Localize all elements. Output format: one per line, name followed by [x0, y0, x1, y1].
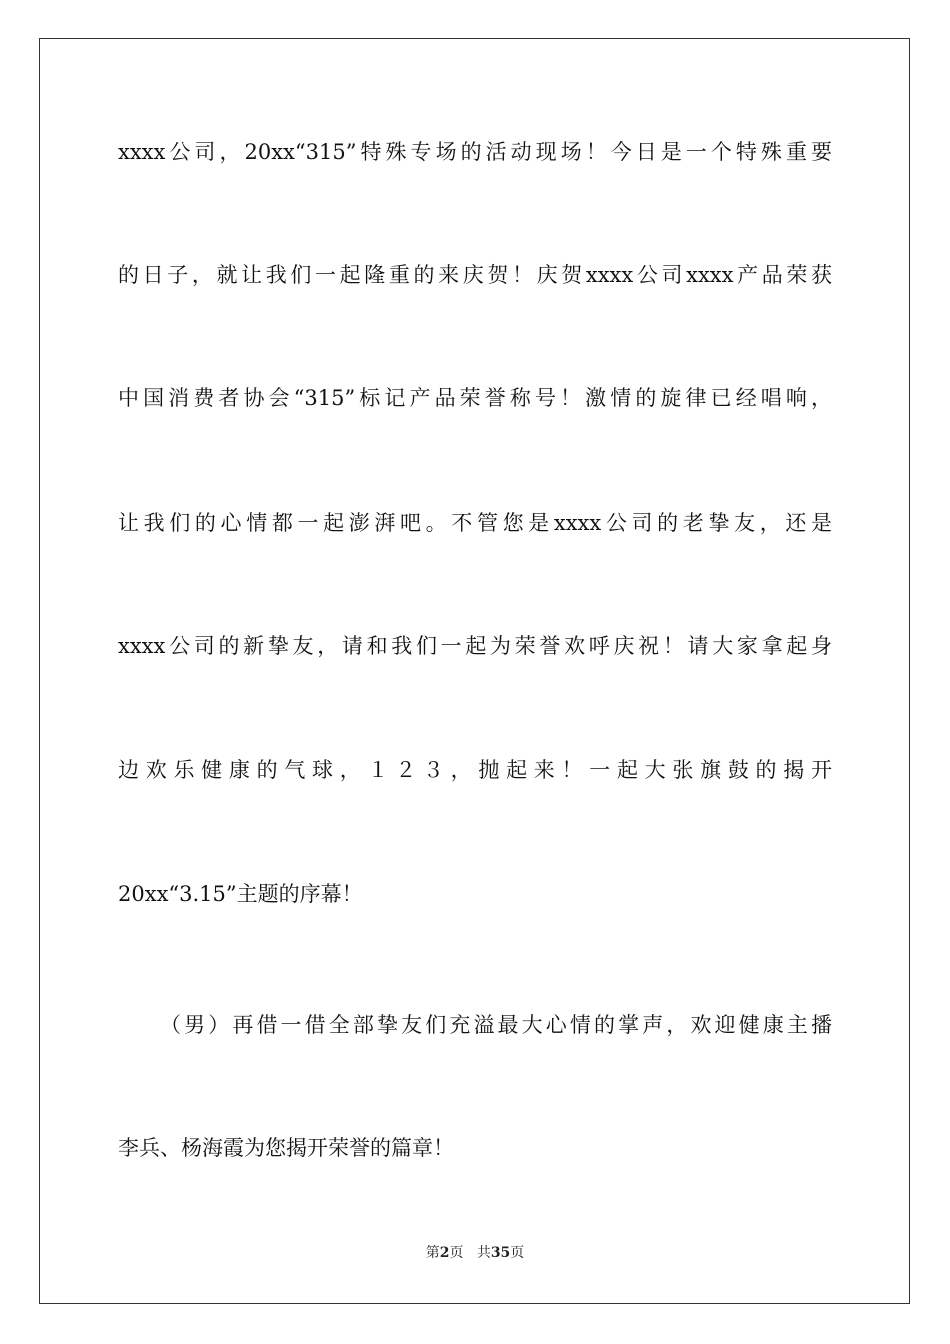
paragraph-line-1: xxxx公司，20xx“315”特殊专场的活动现场！今日是一个特殊重要 — [118, 140, 832, 164]
page-border — [39, 38, 910, 1304]
page-number: 2 — [439, 1245, 450, 1261]
paragraph-line-4: 让我们的心情都一起澎湃吧。不管您是xxxx公司的老挚友，还是 — [118, 511, 832, 535]
paragraph-line-8: （男）再借一借全部挚友们充溢最大心情的掌声，欢迎健康主播 — [160, 1013, 832, 1037]
paragraph-line-2: 的日子，就让我们一起隆重的来庆贺！庆贺xxxx公司xxxx产品荣获 — [118, 263, 832, 287]
page-footer — [0, 1244, 950, 1262]
total-prefix: 共 — [476, 1245, 491, 1261]
paragraph-line-6: 边欢乐健康的气球，１２３，抛起来！一起大张旗鼓的揭开 — [118, 758, 832, 782]
page-prefix: 第 — [425, 1245, 440, 1261]
paragraph-line-7: 20xx“3.15”主题的序幕！ — [118, 882, 363, 906]
paragraph-line-3: 中国消费者协会“315”标记产品荣誉称号！激情的旋律已经唱响， — [118, 386, 832, 410]
total-pages: 35 — [490, 1245, 511, 1261]
paragraph-line-9: 李兵、杨海霞为您揭开荣誉的篇章！ — [118, 1136, 454, 1160]
page-suffix: 页 — [449, 1245, 464, 1261]
paragraph-line-5: xxxx公司的新挚友，请和我们一起为荣誉欢呼庆祝！请大家拿起身 — [118, 634, 832, 658]
total-suffix: 页 — [510, 1245, 525, 1261]
